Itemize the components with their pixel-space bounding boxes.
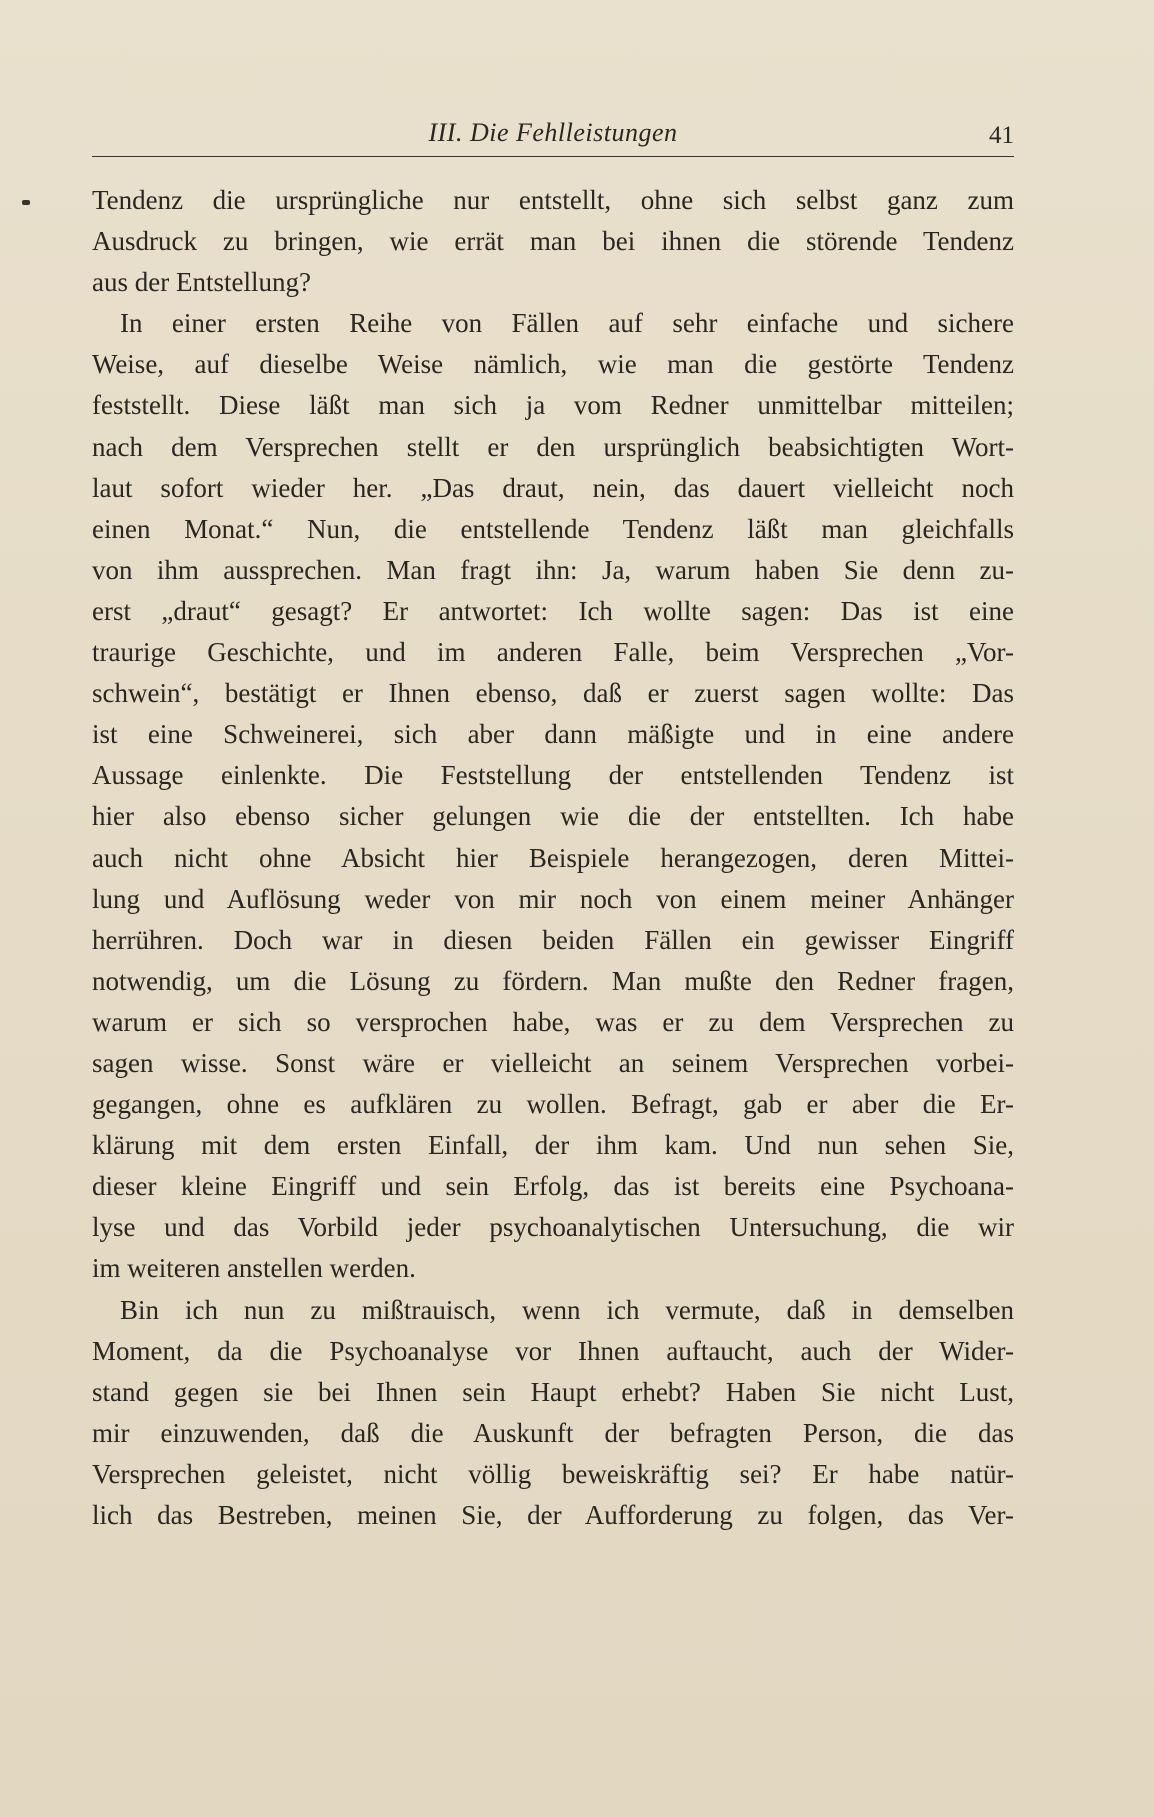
text-line: lich das Bestreben, meinen Sie, der Aufforderung zu folgen, das Ver-	[92, 1500, 1014, 1530]
text-line: Ausdruck zu bringen, wie errät man bei ihnen die störende Tendenz	[92, 226, 1014, 257]
margin-mark	[22, 200, 30, 205]
page-number: 41	[989, 122, 1014, 149]
text-line: traurige Geschichte, und im anderen Falle, beim Versprechen „Vor-	[92, 637, 1014, 668]
text-line: im weiteren anstellen werden.	[92, 1253, 416, 1284]
text-line: feststellt. Diese läßt man sich ja vom Redner unmittelbar mitteilen;	[92, 390, 1014, 421]
header-rule	[92, 156, 1014, 157]
text-line: Bin ich nun zu mißtrauisch, wenn ich vermute, daß in demselben	[120, 1294, 1014, 1325]
text-line: aus der Entstellung?	[92, 267, 311, 298]
text-line: dieser kleine Eingriff und sein Erfolg, das ist bereits eine Psychoana-	[92, 1171, 1014, 1202]
text-line: erst „draut“ gesagt? Er antwortet: Ich wollte sagen: Das ist eine	[92, 595, 1014, 626]
text-line: Tendenz die ursprüngliche nur entstellt, ohne sich selbst ganz zum	[92, 185, 1014, 215]
text-line: schwein“, bestätigt er Ihnen ebenso, daß er zuerst sagen wollte: Das	[92, 678, 1014, 709]
text-line: Aussage einlenkte. Die Feststellung der entstellenden Tendenz ist	[92, 760, 1014, 791]
text-line: Versprechen geleistet, nicht völlig beweiskräftig sei? Er habe natür-	[92, 1458, 1014, 1489]
text-line: notwendig, um die Lösung zu fördern. Man mußte den Redner fragen,	[92, 965, 1014, 996]
text-line: gegangen, ohne es aufklären zu wollen. Befragt, gab er aber die Er-	[92, 1089, 1014, 1120]
running-title: III. Die Fehlleistungen	[428, 118, 678, 147]
text-line: mir einzuwenden, daß die Auskunft der befragten Person, die das	[92, 1417, 1014, 1448]
text-line: Moment, da die Psychoanalyse vor Ihnen auftaucht, auch der Wider-	[92, 1335, 1014, 1366]
text-line: In einer ersten Reihe von Fällen auf sehr einfache und sichere	[120, 308, 1014, 339]
running-head	[92, 118, 1014, 156]
text-line: herrühren. Doch war in diesen beiden Fällen ein gewisser Eingriff	[92, 924, 1014, 955]
text-line: warum er sich so versprochen habe, was er zu dem Versprechen zu	[92, 1006, 1014, 1037]
body-text	[92, 180, 1014, 1536]
text-line: stand gegen sie bei Ihnen sein Haupt erhebt? Haben Sie nicht Lust,	[92, 1376, 1014, 1407]
text-line: hier also ebenso sicher gelungen wie die der entstellten. Ich habe	[92, 801, 1014, 832]
text-line: ist eine Schweinerei, sich aber dann mäßigte und in eine andere	[92, 719, 1014, 750]
text-line: Weise, auf dieselbe Weise nämlich, wie man die gestörte Tendenz	[92, 349, 1014, 380]
text-line: von ihm aussprechen. Man fragt ihn: Ja, warum haben Sie denn zu-	[92, 554, 1014, 585]
text-line: klärung mit dem ersten Einfall, der ihm kam. Und nun sehen Sie,	[92, 1130, 1014, 1161]
text-line: lung und Auflösung weder von mir noch von einem meiner Anhänger	[92, 883, 1014, 914]
text-line: einen Monat.“ Nun, die entstellende Tendenz läßt man gleichfalls	[92, 513, 1014, 544]
text-line: lyse und das Vorbild jeder psychoanalytischen Untersuchung, die wir	[92, 1212, 1014, 1243]
text-line: sagen wisse. Sonst wäre er vielleicht an seinem Versprechen vorbei-	[92, 1047, 1014, 1078]
text-line: laut sofort wieder her. „Das draut, nein, das dauert vielleicht noch	[92, 472, 1014, 503]
text-line: auch nicht ohne Absicht hier Beispiele herangezogen, deren Mittei-	[92, 842, 1014, 873]
text-line: nach dem Versprechen stellt er den ursprünglich beabsichtigten Wort-	[92, 431, 1014, 462]
